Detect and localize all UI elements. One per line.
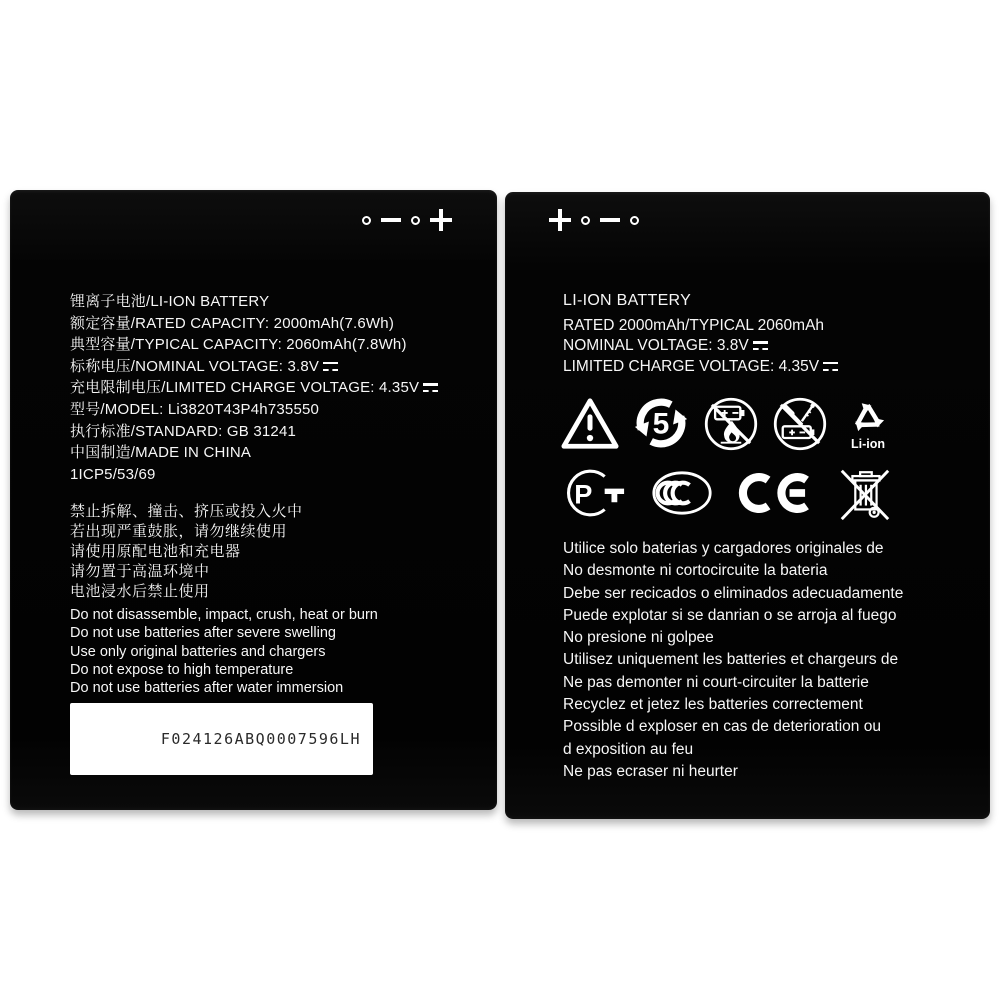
rated-capacity-text: 额定容量/RATED CAPACITY: 2000mAh(7.6Wh) bbox=[70, 314, 395, 332]
efup-years-text: 5 bbox=[652, 407, 670, 441]
limited-charge-voltage-text: 充电限制电压/LIMITED CHARGE VOLTAGE: 4.35V bbox=[70, 379, 420, 397]
front-terminal-polarity-marks bbox=[362, 207, 452, 233]
battery-front bbox=[10, 190, 497, 810]
standard-line bbox=[70, 421, 438, 443]
front-english-warnings bbox=[70, 606, 378, 697]
weee-crossed-bin-icon bbox=[835, 464, 893, 522]
serial-number-text: F024126ABQ0007596LH bbox=[160, 730, 361, 748]
minus-terminal-icon bbox=[381, 218, 401, 223]
pct-letter-text: P bbox=[574, 478, 593, 510]
warning-line: Puede explotar si se danrian o se arroja al fuego bbox=[563, 606, 897, 624]
warning-line: Debe ser recicados o eliminados adecuadamente bbox=[563, 584, 904, 602]
warning-line: Utilisez uniquement les batteries et chargeurs de bbox=[563, 651, 899, 669]
limited-charge-voltage-text: LIMITED CHARGE VOLTAGE: 4.35V bbox=[563, 357, 820, 375]
battery-back bbox=[505, 192, 990, 819]
standard-text: 执行标准/STANDARD: GB 31241 bbox=[70, 422, 297, 440]
warning-line-en: Do not expose to high temperature bbox=[70, 661, 294, 678]
limited-charge-voltage-line bbox=[70, 377, 438, 399]
li-ion-battery-title-text: 锂离子电池/LI-ION BATTERY bbox=[70, 293, 270, 310]
nominal-voltage-text: NOMINAL VOLTAGE: 3.8V bbox=[563, 337, 749, 355]
warning-line: Recyclez et jetez les batteries correctement bbox=[563, 696, 863, 714]
ce-mark-icon bbox=[737, 470, 811, 516]
dc-voltage-icon bbox=[423, 382, 438, 392]
warning-line-en: Do not disassemble, impact, crush, heat or burn bbox=[70, 607, 378, 623]
warning-line-zh: 禁止拆解、撞击、挤压或投入火中 bbox=[70, 503, 303, 520]
warning-line-zh: 请勿置于高温环境中 bbox=[70, 563, 210, 580]
serial-number-label bbox=[70, 703, 373, 775]
warning-line-zh: 若出现严重鼓胀，请勿继续使用 bbox=[70, 523, 288, 540]
back-terminal-polarity-marks bbox=[549, 207, 639, 233]
warning-line: Possible d exploser en cas de deterioration ou bbox=[563, 718, 881, 736]
certification-icons-row bbox=[561, 464, 893, 522]
safety-icons-row bbox=[561, 392, 895, 452]
warning-line: Utilice solo baterias y cargadores originales de bbox=[563, 540, 884, 557]
cell-type-text: 1ICP5/53/69 bbox=[70, 465, 156, 483]
front-spec-block bbox=[70, 291, 438, 485]
warning-line-en: Do not use batteries after water immersion bbox=[70, 680, 344, 697]
terminal-contact-icon bbox=[581, 216, 590, 225]
minus-terminal-icon bbox=[600, 218, 620, 223]
no-disassemble-battery-icon bbox=[772, 396, 828, 452]
made-in-china-text: 中国制造/MADE IN CHINA bbox=[70, 444, 252, 462]
li-ion-recycle-text: Li-ion bbox=[850, 437, 886, 452]
warning-line: Ne pas ecraser ni heurter bbox=[563, 762, 738, 780]
model-text: 型号/MODEL: Li3820T43P4h735550 bbox=[70, 400, 320, 418]
warning-line-en: Do not use batteries after severe swelling bbox=[70, 625, 336, 642]
terminal-contact-icon bbox=[362, 216, 371, 225]
warning-line: No presione ni golpee bbox=[563, 629, 714, 647]
li-ion-battery-title-line bbox=[70, 291, 438, 313]
limited-charge-voltage-line bbox=[563, 357, 838, 377]
back-warnings-block bbox=[563, 538, 903, 783]
dc-voltage-icon bbox=[753, 340, 768, 350]
ccc-mark-icon bbox=[651, 470, 713, 516]
no-fire-battery-icon bbox=[703, 396, 759, 452]
typical-capacity-line bbox=[70, 334, 438, 356]
made-in-china-line bbox=[70, 442, 438, 464]
nominal-voltage-text: 标称电压/NOMINAL VOLTAGE: 3.8V bbox=[70, 357, 320, 375]
warning-line-en: Use only original batteries and chargers bbox=[70, 643, 326, 660]
warning-line-zh: 电池浸水后禁止使用 bbox=[70, 583, 210, 600]
terminal-contact-icon bbox=[630, 216, 639, 225]
li-ion-recycle-icon bbox=[841, 394, 895, 452]
warning-line: Ne pas demonter ni court-circuiter la batterie bbox=[563, 673, 869, 691]
front-chinese-warnings bbox=[70, 502, 303, 602]
warning-triangle-icon bbox=[561, 396, 619, 452]
typical-capacity-text: 典型容量/TYPICAL CAPACITY: 2060mAh(7.8Wh) bbox=[70, 336, 407, 354]
warning-line: d exposition au feu bbox=[563, 740, 694, 758]
rated-typical-text: RATED 2000mAh/TYPICAL 2060mAh bbox=[563, 317, 825, 334]
pct-eac-mark-icon bbox=[561, 467, 627, 519]
rated-capacity-line bbox=[70, 313, 438, 335]
plus-terminal-icon bbox=[549, 209, 571, 231]
back-title: LI-ION BATTERY bbox=[563, 292, 692, 309]
terminal-contact-icon bbox=[411, 216, 420, 225]
nominal-voltage-line bbox=[563, 336, 838, 356]
nominal-voltage-line bbox=[70, 356, 438, 378]
china-rohs-efup-icon bbox=[632, 394, 690, 452]
dc-voltage-icon bbox=[823, 361, 838, 371]
model-line bbox=[70, 399, 438, 421]
warning-line-zh: 请使用原配电池和充电器 bbox=[70, 543, 241, 560]
back-spec-block bbox=[563, 316, 838, 377]
dc-voltage-icon bbox=[323, 361, 338, 371]
warning-line: No desmonte ni cortocircuite la bateria bbox=[563, 562, 828, 580]
plus-terminal-icon bbox=[430, 209, 452, 231]
rated-typical-line bbox=[563, 316, 838, 336]
cell-type-line bbox=[70, 464, 438, 486]
